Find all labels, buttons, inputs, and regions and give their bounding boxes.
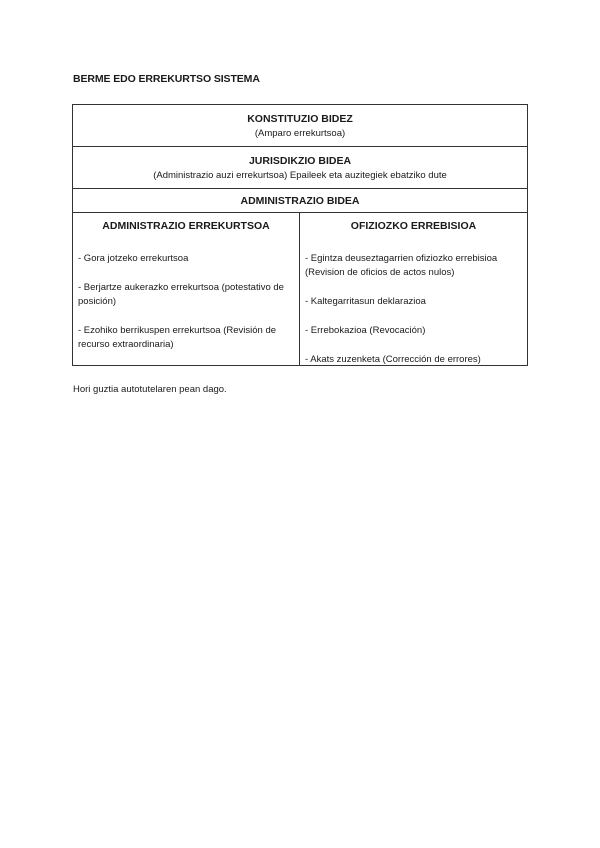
list-item: - Ezohiko berrikuspen errekurtsoa (Revisión de recurso extraordinaria) [78,325,277,350]
list-item: - Egintza deuseztagarrien ofiziozko errebisioa (Revision de oficios de actos nulos) [305,253,498,278]
page-title: BERME EDO ERREKURTSO SISTEMA [73,73,260,85]
band-subtitle: (Amparo errekurtsoa) [254,128,346,139]
column-heading: OFIZIOZKO ERREBISIOA [350,220,477,232]
list-item: - Gora jotzeko errekurtsoa [78,253,189,264]
band-jurisdictional [73,147,527,189]
administrative-columns [73,213,527,365]
list-item: - Kaltegarritasun deklarazioa [305,296,426,307]
band-title: ADMINISTRAZIO BIDEA [240,195,360,207]
band-title: KONSTITUZIO BIDEZ [247,113,353,125]
list-item: - Akats zuzenketa (Corrección de errores) [305,354,481,365]
list-item: - Berjartze aukerazko errekurtsoa (potestativo de posición) [78,282,284,307]
column-ex-officio-review [300,213,527,365]
appeal-system-table [72,104,528,366]
footer-note: Hori guztia autotutelaren pean dago. [73,384,227,395]
column-heading: ADMINISTRAZIO ERREKURTSOA [102,220,270,232]
list-item: - Errebokazioa (Revocación) [305,325,426,336]
column-administrative-appeal [73,213,300,365]
band-administrative [73,189,527,213]
band-title: JURISDIKZIO BIDEA [248,155,352,167]
band-subtitle: (Administrazio auzi errekurtsoa) Epaileek eta auzitegiek ebatziko dute [153,170,447,181]
band-constitutional [73,105,527,147]
